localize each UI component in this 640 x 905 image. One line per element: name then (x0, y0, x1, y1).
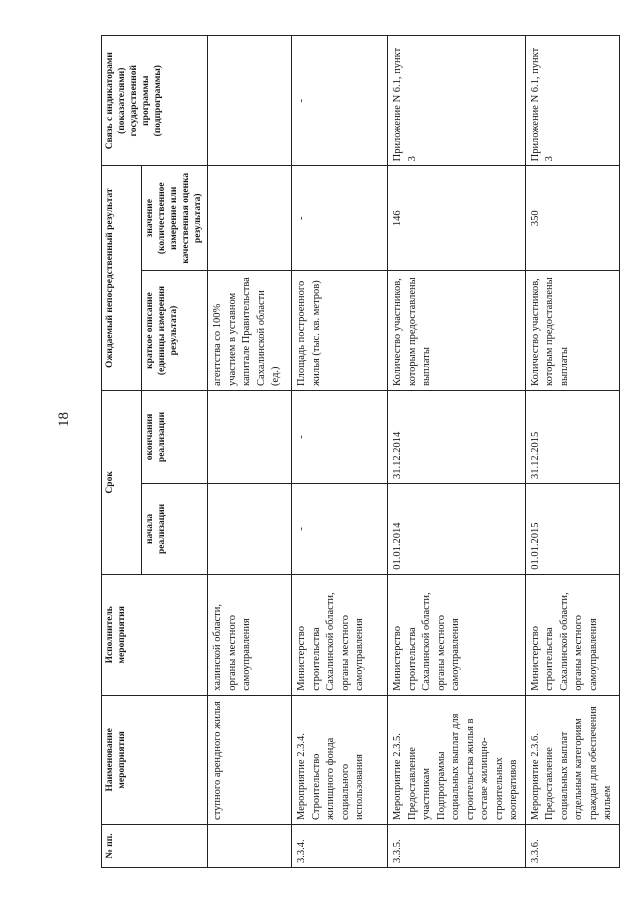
table-row (388, 36, 525, 868)
cell-executor: халинской области, органы местного самоуправления (208, 574, 292, 695)
cell-start (208, 484, 292, 575)
rotated-table-container (101, 35, 614, 868)
cell-measure-name: Мероприятие 2.3.6. Предоставление социальных выплат отдельным категориям граждан для обеспечения жильем (525, 695, 619, 824)
header-result-description: краткое описание (единицы измерения результата) (142, 271, 208, 391)
table-row (292, 36, 388, 868)
header-period: Срок (102, 390, 142, 574)
header-number: № пп. (102, 824, 208, 867)
header-indicator-link: Связь с индикаторами (показателями) государственной программы (подпрограммы) (102, 36, 208, 166)
table-row (525, 36, 619, 868)
header-end: окончания реализации (142, 390, 208, 483)
header-measure-name: Наименование мероприятия (102, 695, 208, 824)
header-executor: Исполнитель мероприятия (102, 574, 208, 695)
cell-end: 31.12.2014 (388, 390, 525, 483)
cell-indicator-link: - (292, 36, 388, 166)
cell-end: 31.12.2015 (525, 390, 619, 483)
cell-indicator-link (208, 36, 292, 166)
page-number: 18 (56, 412, 72, 427)
cell-number (208, 824, 292, 867)
header-result-value: значение (количественное измерение или качественная оценка результата) (142, 166, 208, 271)
cell-result-value: 146 (388, 166, 525, 271)
cell-number: 3.3.4. (292, 824, 388, 867)
cell-number: 3.3.6. (525, 824, 619, 867)
cell-measure-name: ступного арендного жилья (208, 695, 292, 824)
measures-table (101, 35, 620, 868)
cell-result-description: Площадь построенного жилья (тыс. кв. метров) (292, 271, 388, 391)
cell-executor: Министерство строительства Сахалинской области, органы местного самоуправления (525, 574, 619, 695)
cell-indicator-link: Приложение N 6.1, пункт 3 (388, 36, 525, 166)
cell-end (208, 390, 292, 483)
cell-result-value: - (292, 166, 388, 271)
table-row (208, 36, 292, 868)
cell-number: 3.3.5. (388, 824, 525, 867)
header-start: начала реализации (142, 484, 208, 575)
cell-measure-name: Мероприятие 2.3.5. Предоставление участникам Подпрограммы социальных выплат для строительства жилья в составе жилищно-строительных кооперативов (388, 695, 525, 824)
cell-end: - (292, 390, 388, 483)
header-expected-result: Ожидаемый непосредственный результат (102, 166, 142, 391)
cell-result-description: Количество участников, которым предоставлены выплаты (525, 271, 619, 391)
cell-executor: Министерство строительства Сахалинской области, органы местного самоуправления (292, 574, 388, 695)
cell-start: 01.01.2014 (388, 484, 525, 575)
cell-result-description: агентства со 100% участием в уставном капитале Правительства Сахалинской области (ед.) (208, 271, 292, 391)
cell-result-description: Количество участников, которым предоставлены выплаты (388, 271, 525, 391)
cell-executor: Министерство строительства Сахалинской области, органы местного самоуправления (388, 574, 525, 695)
cell-result-value: 350 (525, 166, 619, 271)
cell-start: - (292, 484, 388, 575)
cell-start: 01.01.2015 (525, 484, 619, 575)
cell-indicator-link: Приложение N 6.1, пункт 3 (525, 36, 619, 166)
cell-measure-name: Мероприятие 2.3.4. Строительство жилищного фонда социального использования (292, 695, 388, 824)
cell-result-value (208, 166, 292, 271)
